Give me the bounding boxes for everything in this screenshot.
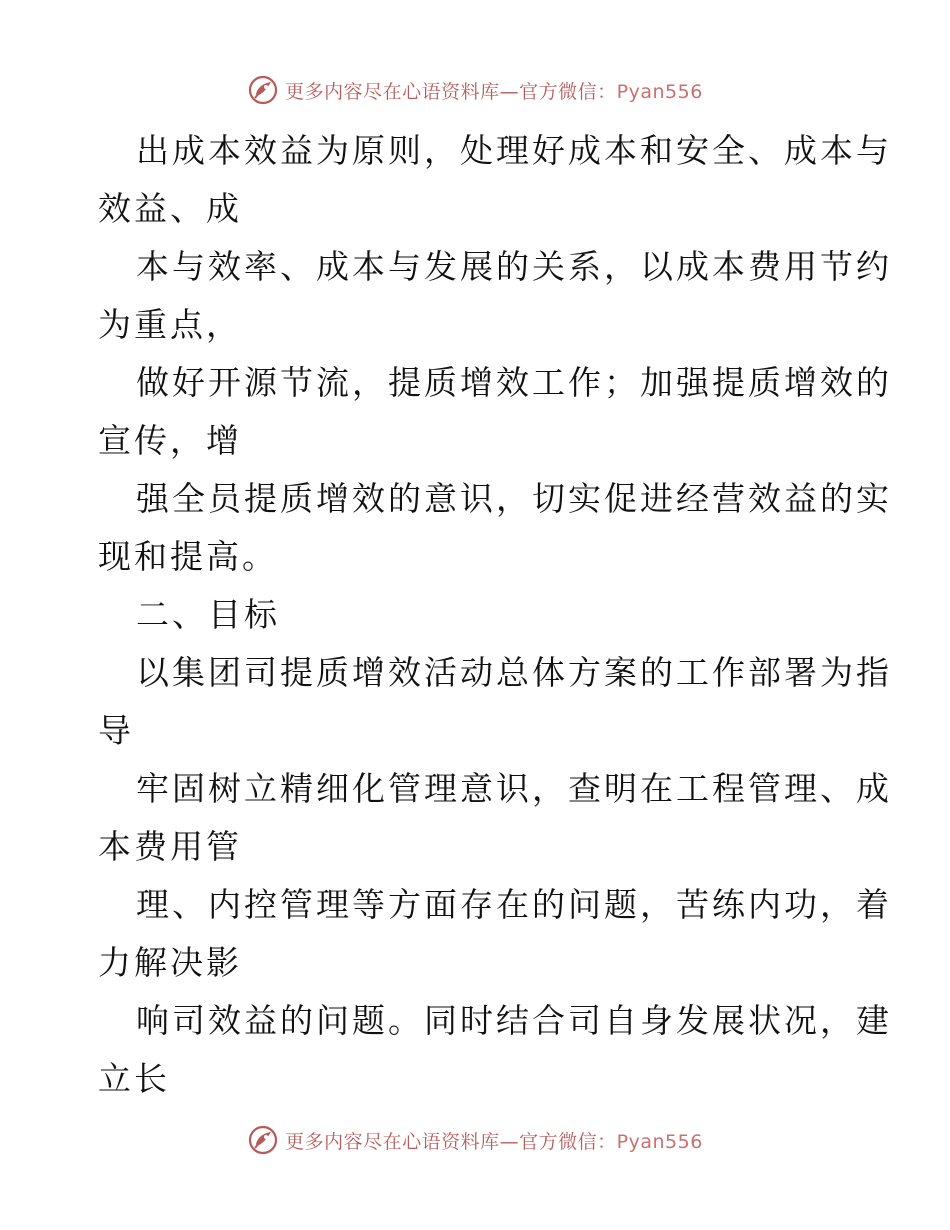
text-line: 强全员提质增效的意识，切实促进经营效益的实 <box>136 479 892 518</box>
text-line: 本费用管 <box>98 827 242 866</box>
text-line: 为重点， <box>98 305 242 344</box>
text-line: 做好开源节流，提质增效工作；加强提质增效的 <box>136 363 892 402</box>
text-line: 效益、成 <box>98 189 242 228</box>
text-line: 理、内控管理等方面存在的问题，苦练内功，着 <box>136 885 892 924</box>
watermark-id: Pyan556 <box>616 80 703 103</box>
text-line: 立长 <box>98 1059 170 1098</box>
text-line: 导 <box>98 711 134 750</box>
watermark-text: 更多内容尽在心语资料库—官方微信：Pyan556 <box>285 1130 703 1153</box>
header-watermark <box>0 70 950 110</box>
watermark-text: 更多内容尽在心语资料库—官方微信：Pyan556 <box>285 80 703 103</box>
pen-heart-logo-icon <box>247 1124 279 1156</box>
text-line: 二、目标 <box>136 595 280 634</box>
text-line: 响司效益的问题。同时结合司自身发展状况，建 <box>136 1001 892 1040</box>
text-line: 出成本效益为原则，处理好成本和安全、成本与 <box>136 131 892 170</box>
text-line: 现和提高。 <box>98 537 278 576</box>
footer-watermark <box>0 1120 950 1160</box>
text-line: 宣传，增 <box>98 421 242 460</box>
text-line: 本与效率、成本与发展的关系，以成本费用节约 <box>136 247 892 286</box>
watermark-id: Pyan556 <box>616 1130 703 1153</box>
text-line: 力解决影 <box>98 943 242 982</box>
text-line: 牢固树立精细化管理意识，查明在工程管理、成 <box>136 769 892 808</box>
text-line: 以集团司提质增效活动总体方案的工作部署为指 <box>136 653 892 692</box>
pen-heart-logo-icon <box>247 74 279 106</box>
document-body <box>98 122 892 1108</box>
